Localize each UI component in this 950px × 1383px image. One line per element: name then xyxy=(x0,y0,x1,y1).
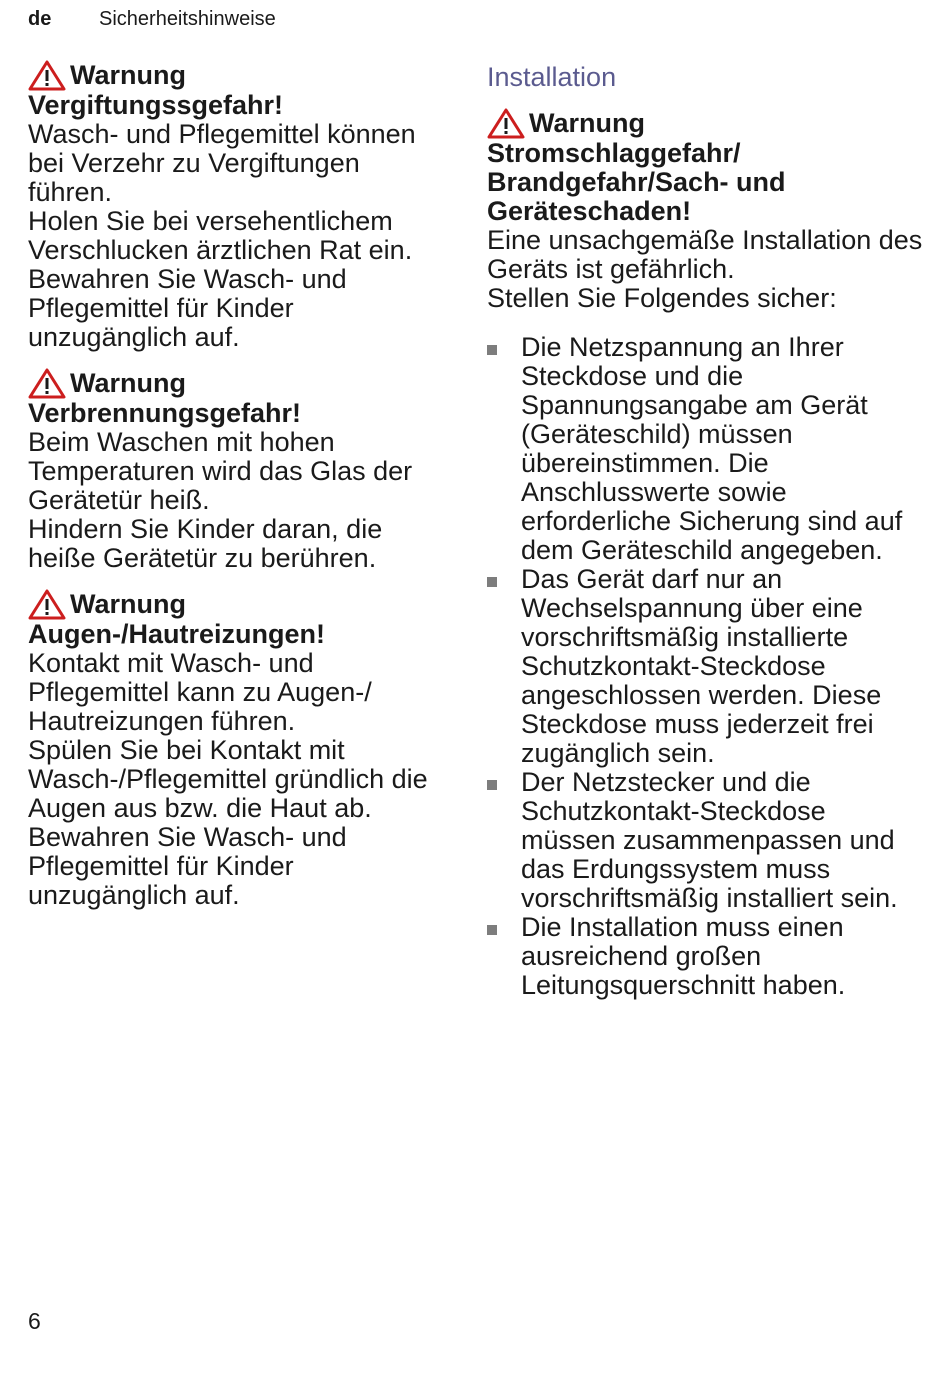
list-item xyxy=(487,768,927,913)
warning-triangle-icon xyxy=(28,368,66,399)
list-item-text: Die Netzspannung an Ihrer Steckdose und die Spannungsangabe am Gerät (Geräteschild) müssen übereinstimmen. Die Anschlusswerte sowie erforderliche Sicherung sind auf dem Geräteschild angegeben. xyxy=(521,332,903,565)
section-label: Sicherheitshinweise xyxy=(99,8,276,30)
list-item xyxy=(487,913,927,1000)
list-item xyxy=(487,333,927,565)
square-bullet-icon xyxy=(487,925,497,935)
warning-text: Holen Sie bei versehentlichem Verschlucken ärztlichen Rat ein. Bewahren Sie Wasch- und Pflegemittel für Kinder unzugänglich auf. xyxy=(28,206,413,352)
warning-text: Wasch- und Pflegemittel können bei Verzehr zu Vergiftungen führen. xyxy=(28,119,416,207)
warning-text: Beim Waschen mit hohen Temperaturen wird das Glas der Gerätetür heiß. xyxy=(28,427,413,515)
language-label: de xyxy=(28,8,52,30)
warning-electric xyxy=(487,108,927,313)
warning-text: Hindern Sie Kinder daran, die heiße Gerätetür zu berühren. xyxy=(28,514,383,573)
warning-heading xyxy=(28,60,448,91)
warning-triangle-icon xyxy=(28,60,66,91)
list-item-text: Das Gerät darf nur an Wechselspannung über eine vorschriftsmäßig installierte Schutzkontakt-Steckdose angeschlossen werden. Diese Steckdose muss jederzeit frei zugänglich sein. xyxy=(521,564,882,768)
installation-checklist xyxy=(487,333,927,1000)
warning-text: Eine unsachgemäße Installation des Geräts ist gefährlich. xyxy=(487,225,923,284)
list-item xyxy=(487,565,927,768)
warning-label: Warnung xyxy=(70,368,186,398)
left-column xyxy=(28,60,448,926)
section-title-installation: Installation xyxy=(487,62,617,92)
hazard-title: Vergiftungssgefahr! xyxy=(28,90,284,120)
warning-irritation xyxy=(28,589,448,910)
list-item-text: Der Netzstecker und die Schutzkontakt-Steckdose müssen zusammenpassen und das Erdungssystem muss vorschriftsmäßig installiert sein. xyxy=(521,767,898,913)
right-column xyxy=(487,60,927,1000)
warning-heading xyxy=(487,108,927,139)
list-item-text: Die Installation muss einen ausreichend großen Leitungsquerschnitt haben. xyxy=(521,912,846,1000)
warning-text: Spülen Sie bei Kontakt mit Wasch-/Pflegemittel gründlich die Augen aus bzw. die Haut ab. Bewahren Sie Wasch- und Pflegemittel für Kinder unzugänglich auf. xyxy=(28,735,428,910)
square-bullet-icon xyxy=(487,780,497,790)
square-bullet-icon xyxy=(487,345,497,355)
warning-heading xyxy=(28,589,448,620)
warning-burn xyxy=(28,368,448,573)
square-bullet-icon xyxy=(487,577,497,587)
page-header xyxy=(28,8,276,31)
warning-triangle-icon xyxy=(487,108,525,139)
warning-label: Warnung xyxy=(529,108,645,138)
warning-text: Kontakt mit Wasch- und Pflegemittel kann zu Augen-/ Hautreizungen führen. xyxy=(28,648,372,736)
warning-poisoning xyxy=(28,60,448,352)
warning-heading xyxy=(28,368,448,399)
warning-triangle-icon xyxy=(28,589,66,620)
page-number: 6 xyxy=(28,1308,41,1334)
hazard-title: Verbrennungsgefahr! xyxy=(28,398,302,428)
warning-label: Warnung xyxy=(70,589,186,619)
hazard-title: Stromschlaggefahr/ Brandgefahr/Sach- und Geräteschaden! xyxy=(487,138,786,226)
warning-label: Warnung xyxy=(70,60,186,90)
hazard-title: Augen-/Hautreizungen! xyxy=(28,619,325,649)
warning-text: Stellen Sie Folgendes sicher: xyxy=(487,283,837,313)
